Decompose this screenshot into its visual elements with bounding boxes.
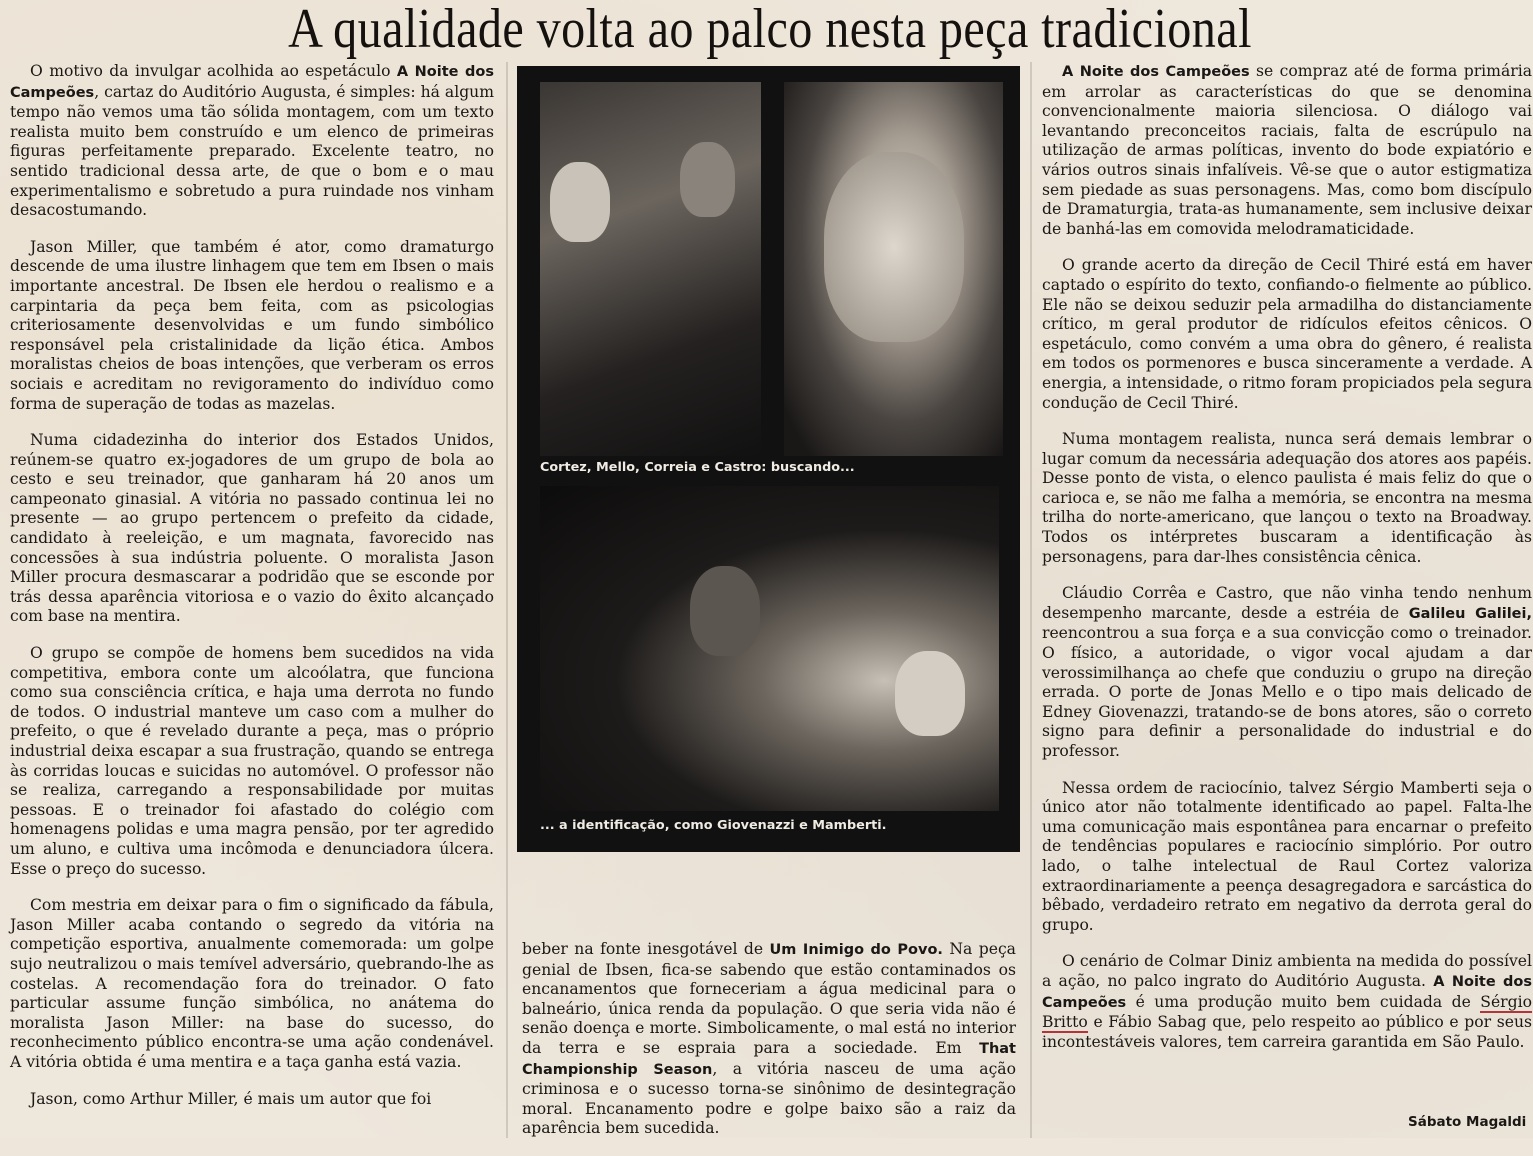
- left-paragraph-2: Jason Miller, que também é ator, como dramaturgo descende de uma ilustre linhagem que tem em Ibsen o mais importante ancestral. De Ibsen ele herdou o realismo e a carpintaria da peça bem feita, com as psicologias criteriosamente desenvolvidas e um fundo simbólico responsável pela cristalinidade da lição ética. Ambos moralistas cheios de boas intenções, que verberam os erros sociais e acreditam no revigoramento do indivíduo como forma de superação de todas as mazelas.: [10, 237, 494, 413]
- middle-paragraph-1: beber na fonte inesgotável de Um Inimigo do Povo. Na peça genial de Ibsen, fica-se sabendo que estão contaminados os encanamentos que forneceriam a água medicinal para o balneário, única renda da população. O que seria vida não é senão doença e morte. Simbolicamente, o mal está no interior da terra e se espraia para a sociedade. Em That Championship Season, a vitória nasceu de uma ação criminosa e o sucesso torna-se sinônimo de desintegração moral. Encanamento podre e golpe baixo são a raiz da aparência bem sucedida.: [522, 940, 1016, 1138]
- headline: A qualidade volta ao palco nesta peça tradicional: [288, 0, 1252, 60]
- actor-head-left: [550, 162, 610, 242]
- right-paragraph-3: Numa montagem realista, nunca será demais lembrar o lugar comum da necessária adequação dos atores aos papéis. Desse ponto de vista, o elenco paulista é mais feliz do que o carioca e, se não me falha a memória, se encontra na mesma trilha do norte-americano, que lançou o texto na Broadway. Todos os intérpretes buscaram a identificação às personagens, para dar-lhes consistência cênica.: [1042, 430, 1532, 566]
- right-column: [1042, 62, 1532, 1069]
- photo-caption-top: Cortez, Mello, Correia e Castro: buscando...: [540, 458, 761, 478]
- left-column: [10, 62, 494, 1126]
- actor-head-right: [680, 142, 735, 217]
- stage-photo-cast: [540, 82, 761, 456]
- stage-photo-scene: [540, 486, 999, 811]
- right-paragraph-5: Nessa ordem de raciocínio, talvez Sérgio Mamberti seja o único ator não totalmente identificado ao papel. Falta-lhe uma comunicação mais espontânea para encarnar o prefeito de tendências populares e raciocínio simplório. Por outro lado, o talhe intelectual de Raul Cortez valoriza extraordinariamente a peença desagregadora e sarcástica do bêbado, verdadeiro retrato em negativo da derrota geral do grupo.: [1042, 778, 1532, 934]
- left-paragraph-3: Numa cidadezinha do interior dos Estados Unidos, reúnem-se quatro ex-jogadores de um grupo de bola ao cesto e seu treinador, que ganharam há 20 anos um campeonato ginasial. A vitória no passado continua lei no presente — ao grupo pertencem o prefeito da cidade, candidato à reeleição, e um magnata, favorecido nas concessões à sua indústria poluente. O moralista Jason Miller procura desmascarar a podridão que se esconde por trás dessa aparência vitoriosa e o vazio do êxito alcançado com base na mentira.: [10, 431, 494, 626]
- left-paragraph-1: O motivo da invulgar acolhida ao espetáculo A Noite dos Campeões, cartaz do Auditório Augusta, é simples: há algum tempo não vemos uma tão sólida montagem, com um texto realista muito bem construído e um elenco de primeiras figuras perfeitamente preparado. Excelente teatro, no sentido tradicional dessa arte, de que o bom e o mau experimentalismo e sobretudo a pura ruindade nos vinham desacostumando.: [10, 62, 494, 220]
- right-paragraph-6: O cenário de Colmar Diniz ambienta na medida do possível a ação, no palco ingrato do Auditório Augusta. A Noite dos Campeões é uma produção muito bem cuidada de Sérgio Britto e Fábio Sabag que, pelo respeito ao público e por seus incontestáveis valores, tem carreira garantida em São Paulo.: [1042, 952, 1533, 1051]
- right-paragraph-2: O grande acerto da direção de Cecil Thiré está em haver captado o espírito do texto, confiando-o fielmente ao público. Ele não se deixou seduzir pela armadilha do distanciamente crítico, m geral produtor de ridículos efeitos cênicos. O espetáculo, como convém a uma obra do gênero, é realista em todos os pormenores e busca sinceramente a verdade. A energia, a intensidade, o ritmo foram propiciados pela segura condução de Cecil Thiré.: [1042, 256, 1532, 412]
- left-paragraph-4: O grupo se compõe de homens bem sucedidos na vida competitiva, embora conte um alcoólatra, que funciona como sua consciência crítica, e haja uma derrota no fundo de todos. O industrial manteve um caso com a mulher do prefeito, o que é revelado durante a peça, mas o próprio industrial deixa escapar a sua frustração, quando se entrega às corridas loucas e suicidas no automóvel. O professor não se realiza, carregando a responsabilidade por muitas pessoas. E o treinador foi afastado do colégio com homenagens polidas e uma magra pensão, por ter agredido um aluno, e cultiva uma incômoda e denunciadora úlcera. Esse o preço do sucesso.: [10, 644, 494, 878]
- photo-caption-bottom: ... a identificação, como Giovenazzi e Mamberti.: [540, 815, 999, 837]
- handwritten-underline: Sérgio Britto: [1042, 992, 1532, 1032]
- portrait-face: [824, 152, 964, 342]
- right-paragraph-4: Cláudio Corrêa e Castro, que não vinha tendo nenhum desempenho marcante, desde a estréia de Galileu Galilei, reencontrou a sua força e a sua convicção como o treinador. O físico, a autoridade, o vigor vocal ajudam a dar verossimilhança ao chefe que conduziu o grupo na direção errada. O porte de Jonas Mello e o tipo mais delicado de Edney Giovenazzi, tratando-se de bons atores, são o correto signo para definir a personalidade do industrial e do professor.: [1042, 584, 1532, 760]
- middle-column: [522, 940, 1016, 1156]
- left-paragraph-6: Jason, como Arthur Miller, é mais um autor que foi: [30, 1089, 432, 1108]
- left-paragraph-5: Com mestria em deixar para o fim o significado da fábula, Jason Miller acaba contando o segredo da vitória na competição esportiva, anualmente comemorada: um golpe sujo neutralizou o mais temível adversário, quebrando-lhe as costelas. A recomendação fora do treinador. O fato particular assume função simbólica, no anátema do moralista Jason Miller: na base do sucesso, do reconhecimento público encontra-se uma ação condenável. A vitória obtida é uma mentira e a taça ganha está vazia.: [10, 896, 494, 1071]
- actor-head-standing: [690, 566, 760, 656]
- author-byline: Sábato Magaldi: [1408, 1114, 1527, 1130]
- right-paragraph-1: A Noite dos Campeões se compraz até de forma primária em arrolar as características do que se denomina convencionalmente maioria silenciosa. O diálogo vai levantando preconceitos raciais, falta de escrúpulo na utilização de armas políticas, invento do bode expiatório e vários outros sinais infalíveis. Vê-se que o autor estigmatiza sem piedade as suas personagens. Mas, como bom discípulo de Dramaturgia, trata-as humanamente, sem inclusive deixar de banhá-las em comovida melodramaticidade.: [1042, 62, 1532, 238]
- column-fold-right: [1030, 62, 1032, 1138]
- actor-head-reclining: [895, 651, 965, 736]
- portrait-photo: [784, 82, 1003, 456]
- column-fold-left: [506, 62, 508, 1138]
